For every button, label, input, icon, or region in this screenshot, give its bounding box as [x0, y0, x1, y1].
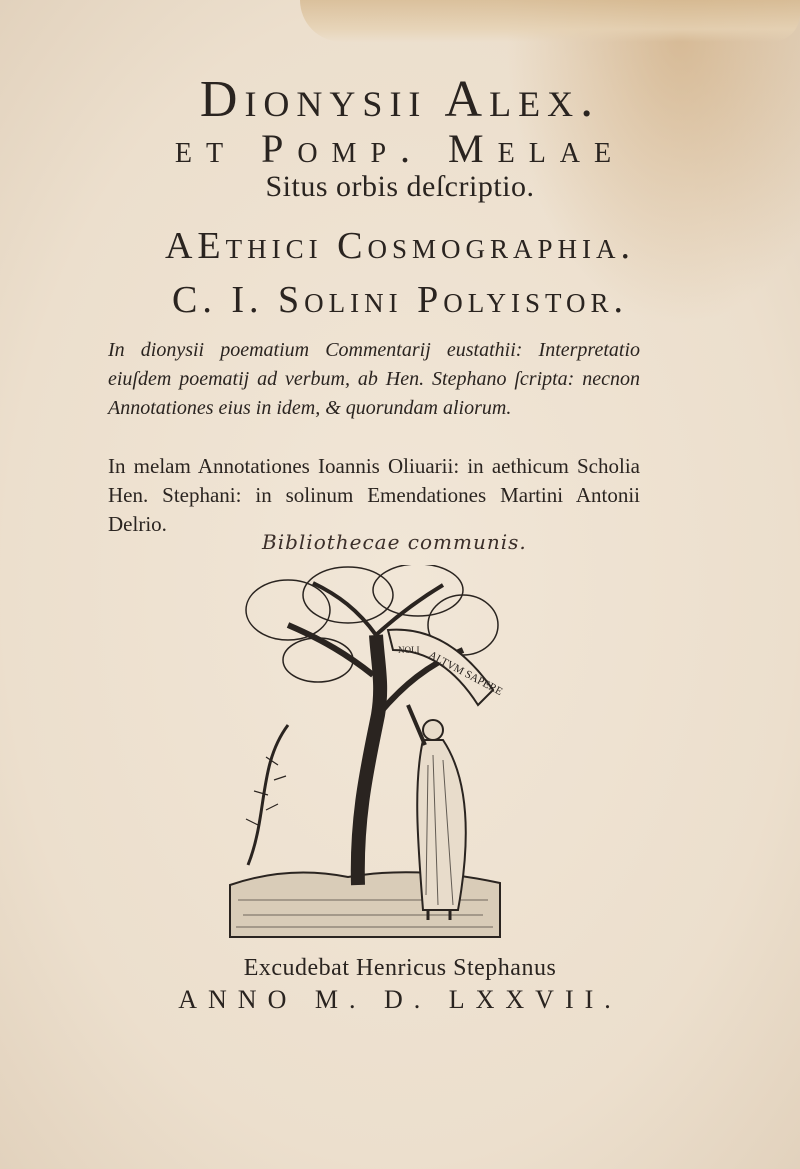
- printers-device-woodcut: [228, 565, 504, 943]
- device-motto: ALTVM SAPERE: [426, 649, 504, 699]
- device-motto-secondary: NOLI: [398, 645, 420, 655]
- title-line-4: AEthici Cosmographia.: [164, 225, 635, 267]
- title-line-5: C. I. Solini Polyistor.: [171, 279, 629, 321]
- contents-paragraph-2: In melam Annotationes Ioannis Oliuarii: in aethicum Scholia Hen. Stephani: in solinum Emendationes Martini Antonii Delrio.: [108, 454, 640, 536]
- imprint-line: Excudebat Henricus Stephanus: [243, 955, 557, 981]
- contents-paragraph-1: In dionysii poematium Commentarij eustathii: Interpretatio eiuſdem poematij ad verbum, ab Hen. Stephano ſcripta: necnon Annotationes eius in idem, & quorundam aliorum.: [108, 339, 640, 419]
- title-line-3: Situs orbis deſcriptio.: [265, 170, 535, 203]
- title-line-1: Dionysii Alex.: [199, 71, 601, 128]
- title-line-2: et Pomp. Melae: [174, 126, 626, 171]
- paper-damage: [300, 0, 800, 42]
- date-line: ANNO M. D. LXXVII.: [178, 985, 622, 1014]
- handwritten-ownership-note: Bibliothecae communis.: [262, 530, 527, 554]
